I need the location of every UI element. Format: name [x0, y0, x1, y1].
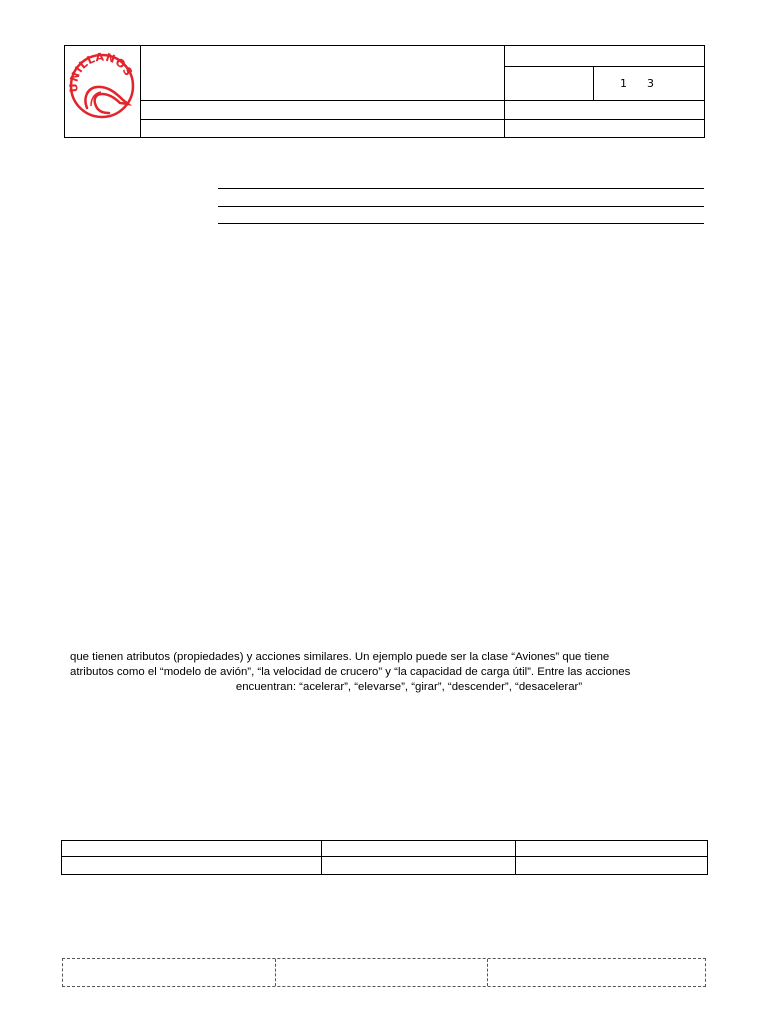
- footer-table: [62, 958, 706, 987]
- signature-table: [61, 840, 708, 875]
- table-column-divider: [515, 841, 516, 874]
- header-code-cell: [505, 46, 704, 67]
- form-line-2: [218, 206, 704, 207]
- logo-text: UNILLANOS: [67, 50, 136, 93]
- header-subtitle-cell: [140, 101, 504, 120]
- page-current: 1: [620, 77, 627, 90]
- header-meta-column: [505, 46, 704, 137]
- table-row-divider: [62, 856, 707, 857]
- header-page-row: [505, 67, 704, 101]
- document-header-table: [64, 45, 705, 138]
- footer-column-divider: [487, 959, 488, 986]
- form-line-3: [218, 223, 704, 224]
- paragraph-line: encuentran: “acelerar”, “elevarse”, “girar”, “descender”, “desacelerar”: [235, 681, 583, 693]
- body-paragraph: [70, 650, 698, 695]
- logo-cell: [65, 46, 141, 137]
- header-title-column: [140, 46, 505, 137]
- header-version-cell: [505, 101, 704, 120]
- page-total: 3: [647, 77, 654, 90]
- header-title-cell: [140, 46, 504, 101]
- paragraph-line: atributos como el “modelo de avión”, “la velocidad de crucero” y “la capacidad de carga útil”. Entre las acciones: [70, 666, 631, 678]
- unillanos-logo: [65, 46, 140, 137]
- table-column-divider: [321, 841, 322, 874]
- footer-column-divider: [275, 959, 276, 986]
- form-line-1: [218, 188, 704, 189]
- paragraph-line: que tienen atributos (propiedades) y acciones similares. Un ejemplo puede ser la clase “Aviones” que tiene: [70, 651, 610, 663]
- page-number: [605, 67, 704, 100]
- cell-divider: [593, 67, 594, 100]
